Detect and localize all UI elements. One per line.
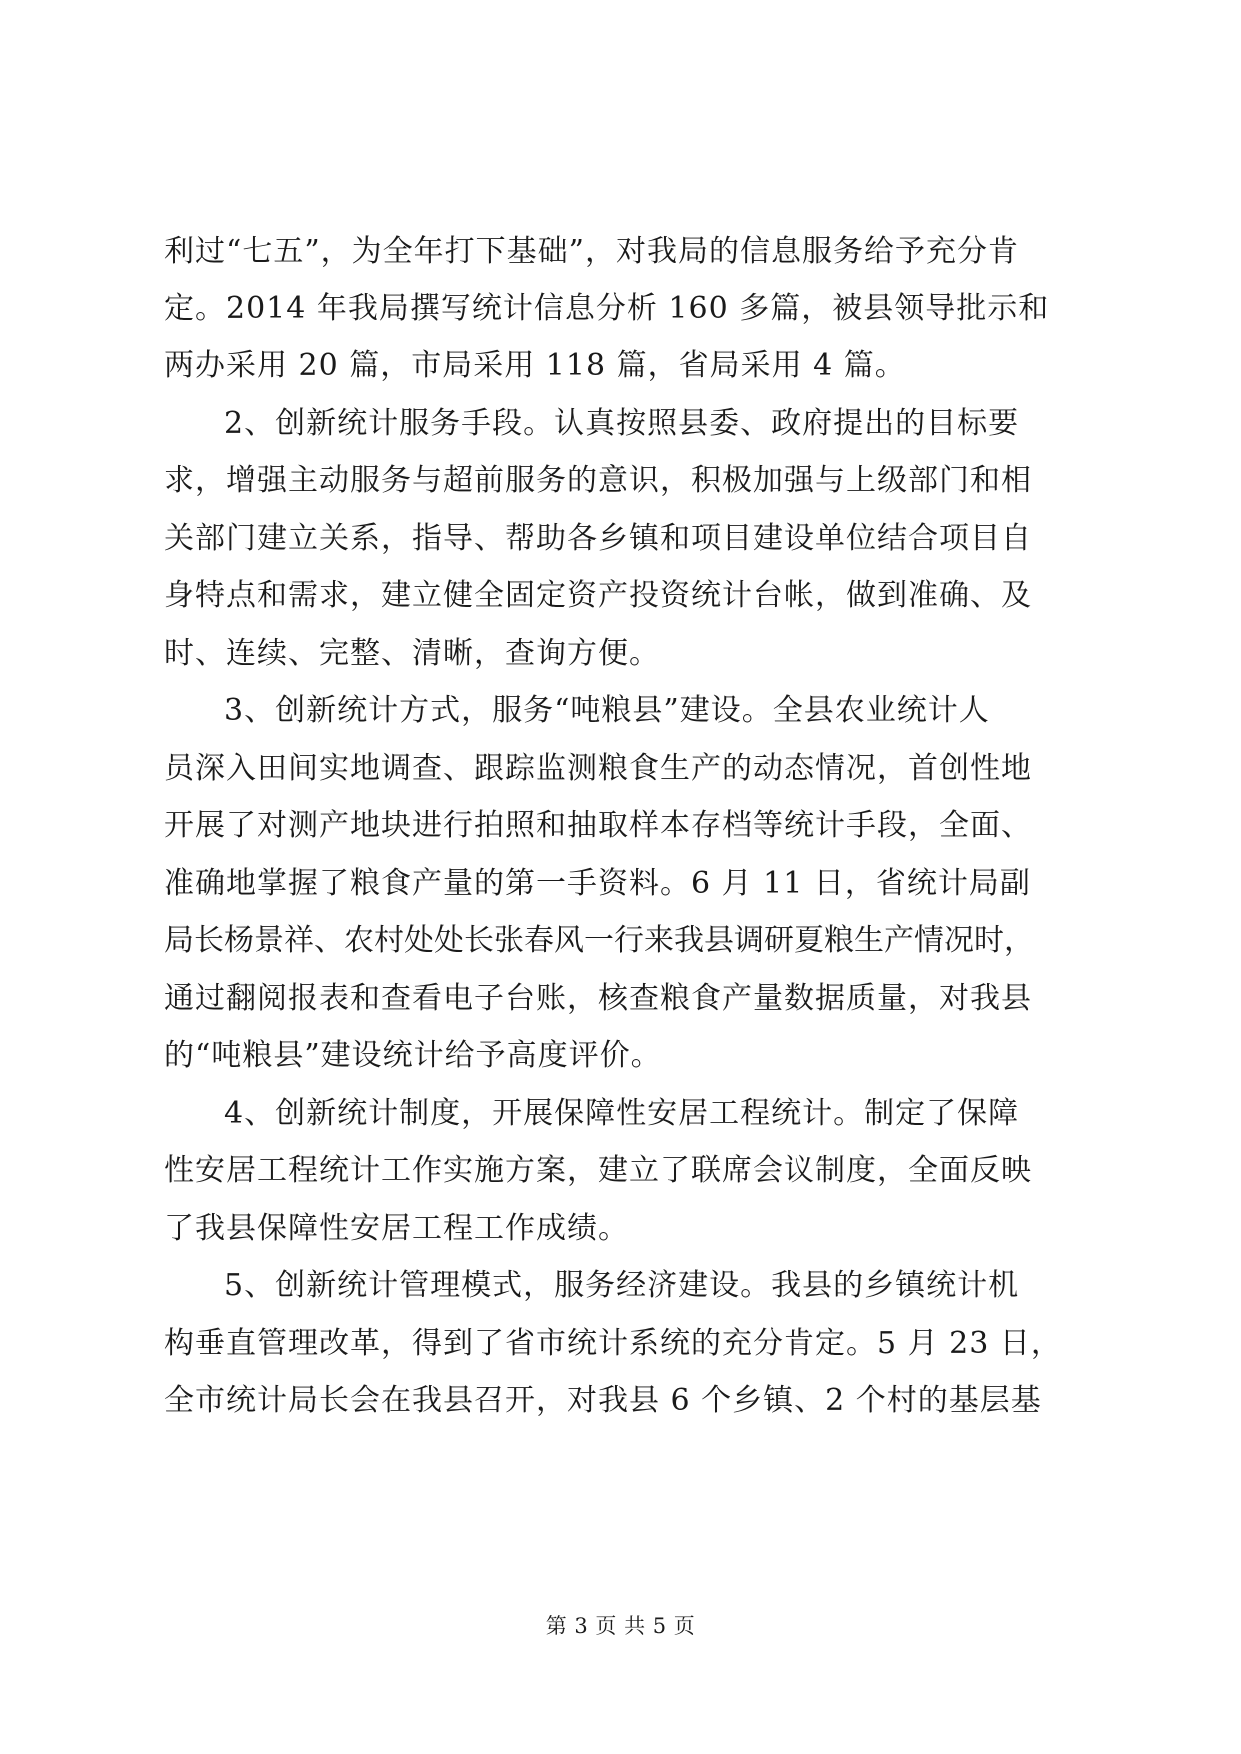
text-line: 全市统计局长会在我县召开，对我县 6 个乡镇、2 个村的基层基	[164, 1383, 1042, 1418]
paragraph-start-line: 2、创新统计服务手段。认真按照县委、政府提出的目标要	[224, 406, 1020, 441]
text-line: 准确地掌握了粮食产量的第一手资料。6 月 11 日，省统计局副	[164, 866, 1031, 901]
text-line: 了我县保障性安居工程工作成绩。	[164, 1211, 629, 1246]
paragraph-start-line: 3、创新统计方式，服务“吨粮县”建设。全县农业统计人	[224, 693, 990, 728]
page-footer	[0, 1612, 1241, 1640]
text-line: 局长杨景祥、农村处处长张春风一行来我县调研夏粮生产情况时，	[164, 923, 1034, 958]
text-line: 身特点和需求，建立健全固定资产投资统计台帐，做到准确、及	[164, 578, 1032, 613]
text-line: 开展了对测产地块进行拍照和抽取样本存档等统计手段，全面、	[164, 808, 1032, 843]
text-line: 员深入田间实地调查、跟踪监测粮食生产的动态情况，首创性地	[164, 751, 1032, 786]
text-line: 通过翻阅报表和查看电子台账，核查粮食产量数据质量，对我县	[164, 981, 1032, 1016]
text-line: 关部门建立关系，指导、帮助各乡镇和项目建设单位结合项目自	[164, 521, 1032, 556]
text-line: 定。2014 年我局撰写统计信息分析 160 多篇，被县领导批示和	[164, 291, 1050, 326]
text-line: 构垂直管理改革，得到了省市统计系统的充分肯定。5 月 23 日，	[164, 1326, 1062, 1361]
text-line: 求，增强主动服务与超前服务的意识，积极加强与上级部门和相	[164, 463, 1032, 498]
paragraph-start-line: 5、创新统计管理模式，服务经济建设。我县的乡镇统计机	[224, 1268, 1020, 1303]
text-line: 利过“七五”，为全年打下基础”，对我局的信息服务给予充分肯	[164, 234, 1020, 269]
text-line: 时、连续、完整、清晰，查询方便。	[164, 636, 660, 671]
text-line: 性安居工程统计工作实施方案，建立了联席会议制度，全面反映	[164, 1153, 1032, 1188]
text-line: 两办采用 20 篇，市局采用 118 篇，省局采用 4 篇。	[164, 348, 906, 383]
paragraph-start-line: 4、创新统计制度，开展保障性安居工程统计。制定了保障	[224, 1096, 1020, 1131]
page-number: 第 3 页 共 5 页	[545, 1614, 696, 1638]
text-line: 的“吨粮县”建设统计给予高度评价。	[164, 1038, 662, 1073]
